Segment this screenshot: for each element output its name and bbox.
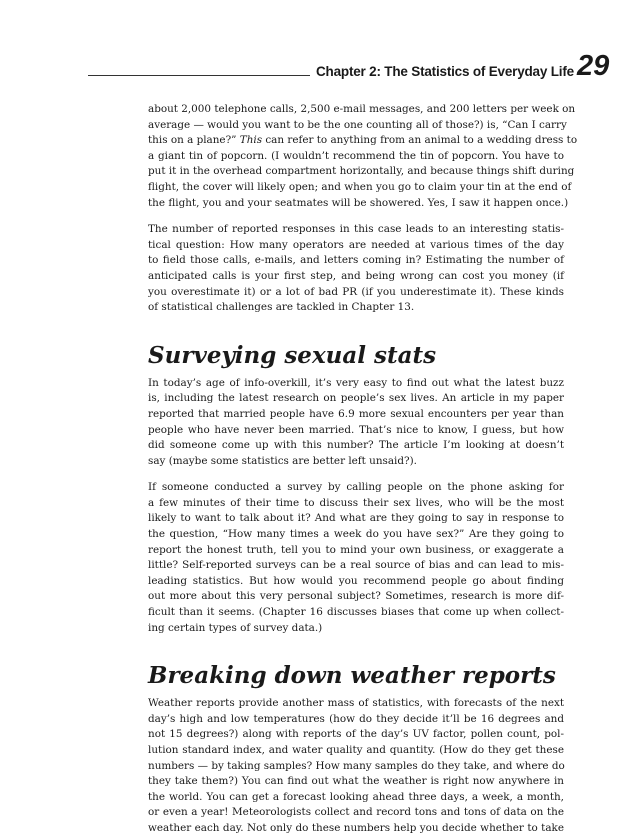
text-line: is, including the latest research on people’s sex lives. An article in my paper <box>148 392 564 405</box>
text-line: the world. You can get a forecast looking ahead three days, a week, a month, <box>148 790 564 803</box>
text-line: not 15 degrees?) along with reports of the day’s UV factor, pollen count, pol- <box>148 728 564 741</box>
text-line: ficult than it seems. (Chapter 16 discusses biases that come up when collect- <box>148 606 564 619</box>
text-line: to field those calls, e-mails, and letters coming in? Estimating the number of <box>148 254 564 267</box>
text-line: little? Self-reported surveys can be a real source of bias and can lead to mis- <box>148 559 564 572</box>
text-fragment: can refer to anything from an animal to a wedding dress to <box>262 134 578 147</box>
paragraph-1 <box>148 102 578 211</box>
text-line: they take them?) You can find out what the weather is right now anywhere in <box>148 775 564 788</box>
running-head: Chapter 2: The Statistics of Everyday Life <box>316 64 574 79</box>
text-line <box>148 133 578 149</box>
text-line: In today’s age of info-overkill, it’s very easy to find out what the latest buzz <box>148 376 564 389</box>
text-line: likely to want to talk about it? And what are they going to say in response to <box>148 512 564 525</box>
emphasis-word: This <box>239 134 263 147</box>
text-line: say (maybe some statistics are better left unsaid?). <box>148 454 417 467</box>
header-rule <box>88 75 310 76</box>
text-line: a few minutes of their time to discuss their sex lives, who will be the most <box>148 496 564 509</box>
text-line: reported that married people have 6.9 more sexual encounters per year than <box>148 407 564 420</box>
text-line: of statistical challenges are tackled in Chapter 13. <box>148 301 415 314</box>
text-line: the flight, you and your seatmates will be showered. Yes, I saw it happen once.) <box>148 196 569 209</box>
text-line: anticipated calls is your first step, and being wrong can cost you money (if <box>148 269 564 282</box>
text-line: report the honest truth, tell you to mind your own business, or exaggerate a <box>148 543 564 556</box>
text-line: out more about this very personal subject? Sometimes, research is more dif- <box>148 590 564 603</box>
paragraph-3 <box>148 376 564 470</box>
text-line: flight, the cover will likely open; and when you go to claim your tin at the end of <box>148 180 572 193</box>
section-heading-surveying: Surveying sexual stats <box>148 341 437 369</box>
text-line: Weather reports provide another mass of statistics, with forecasts of the next <box>148 697 564 710</box>
text-line: or even a year! Meteorologists collect and record tons and tons of data on the <box>148 806 564 819</box>
text-line: ing certain types of survey data.) <box>148 621 323 634</box>
text-line: about 2,000 telephone calls, 2,500 e-mail messages, and 200 letters per week on <box>148 103 576 115</box>
text-line: average — would you want to be the one counting all of those?) is, “Can I carry <box>148 118 567 131</box>
text-line: people who have never been married. That’s nice to know, I guess, but how <box>148 423 564 436</box>
text-line: put it in the overhead compartment horizontally, and because things shift during <box>148 165 575 178</box>
text-fragment: this on a plane?” <box>148 134 237 147</box>
text-line: weather each day. Not only do these numbers help you decide whether to take <box>148 821 564 834</box>
text-line: the question, “How many times a week do you have sex?” Are they going to <box>148 528 564 541</box>
text-line: numbers — by taking samples? How many samples do they take, and where do <box>148 759 565 772</box>
text-line: The number of reported responses in this case leads to an interesting statis- <box>148 223 564 236</box>
paragraph-4 <box>148 480 564 636</box>
section-heading-weather: Breaking down weather reports <box>148 662 556 690</box>
text-line: you overestimate it) or a lot of bad PR (if you underestimate it). These kinds <box>148 285 564 298</box>
text-line: day’s high and low temperatures (how do they decide it’ll be 16 degrees and <box>148 712 564 725</box>
paragraph-2 <box>148 222 564 316</box>
text-line: a giant tin of popcorn. (I wouldn’t recommend the tin of popcorn. You have to <box>148 149 564 162</box>
text-line: leading statistics. But how would you recommend people go about finding <box>148 574 564 587</box>
text-line: If someone conducted a survey by calling people on the phone asking for <box>148 481 564 494</box>
text-line: did someone come up with this number? The article I’m looking at doesn’t <box>148 439 564 452</box>
page-body <box>148 102 578 837</box>
page-number: 29 <box>577 50 610 82</box>
text-line: tical question: How many operators are needed at various times of the day <box>148 238 564 251</box>
paragraph-5 <box>148 696 564 836</box>
text-line: lution standard index, and water quality and quantity. (How do they get these <box>148 744 564 756</box>
